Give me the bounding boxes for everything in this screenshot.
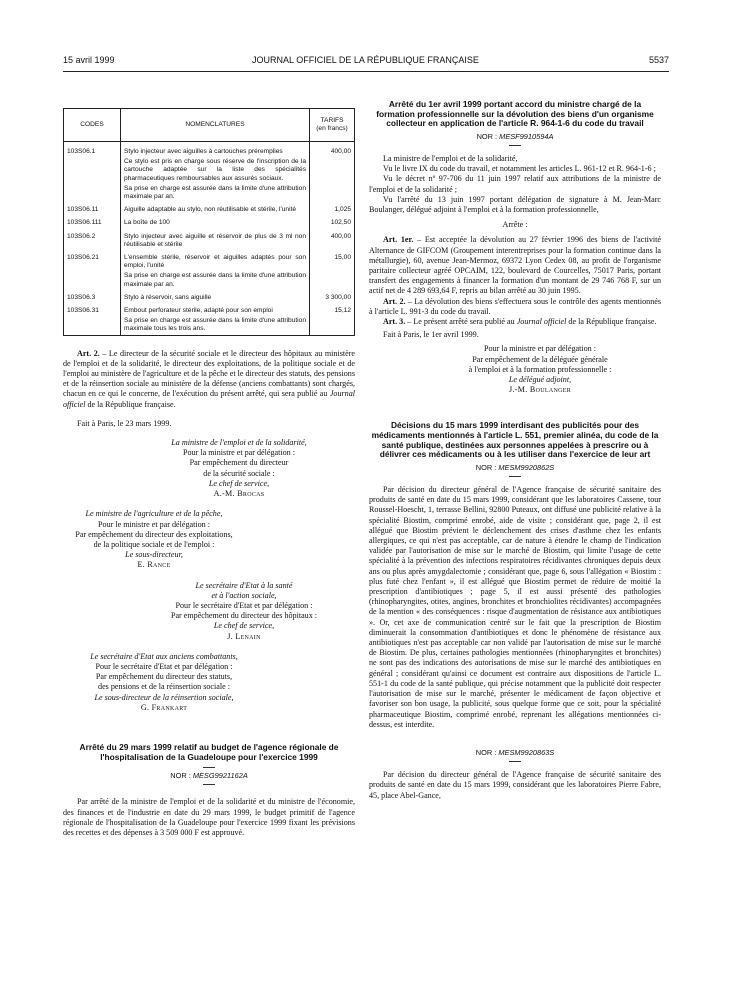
sig4-line: des pensions et de la réinsertion sociale : <box>98 682 230 692</box>
sig-right-line: Le délégué adjoint, <box>508 375 572 385</box>
cell-desc: Stylo injecteur avec aiguilles à cartouches préremplies <box>121 142 310 158</box>
sig3-line: Pour le secrétaire d'Etat et par délégation : <box>175 600 313 610</box>
table-row <box>64 271 355 289</box>
art2-right-text: – La dévolution des biens s'effectuera sous le contrôle des agents mentionnés à l'article L. 991-3 du code du travail. <box>369 296 661 316</box>
sig1-line: Pour la ministre et par délégation : <box>183 448 295 458</box>
cell-tarif: 15,12 <box>310 303 355 316</box>
visa-2: Vu le livre IX du code du travail, et notamment les articles L. 961-12 et R. 964-1-6 ; <box>383 164 656 174</box>
sig3-line: Par empêchement du directeur des hôpitaux : <box>170 611 318 621</box>
nor-rule <box>509 145 521 146</box>
art3-text: – Le présent arrêté sera publié au <box>405 317 517 327</box>
decision-fabre-text: Par décision du directeur général de l'Agence française de sécurité sanitaire des produits de santé en date du 15 mars 1999, considérant que les laboratoires Pierre Fabre, 45, place Abel-Gance, <box>369 770 661 800</box>
fait-right: Fait à Paris, le 1er avril 1999. <box>383 330 479 340</box>
art2-jo: Journal officiel <box>63 389 355 409</box>
decisions-title: Décisions du 15 mars 1999 interdisant des publicités pour des médicaments mentionnés à l'article L. 551, premier alinéa, du code de la santé publique, destinées aux personnes appelées à prescrire ou à délivrer ces médicaments ou à les utiliser dans l'exercice de leur art <box>371 420 659 460</box>
sig4-line: Le sous-directeur de la réinsertion sociale, <box>94 692 234 702</box>
decision-biostim-text: Par décision du directeur général de l'Agence française de sécurité sanitaire des produits de santé en date du 15 mars 1999, considérant que les laboratoires Cassene, tour Roussel-Hoescht, 1, terrasse Bellini, 92800 Puteaux, ont diffusé une publicité relative à la spécialité Biostim, comprimé enrobé, aide de visite ; considérant que, page 2, il est allégué que Biostim prévient le déclenchement des crises d'asthme chez les enfants allergiques, ce qui n'est pas acceptable, car de nature à étendre le champ de l'indication validée par l'autorisation de mise sur le marché de Biostim, qui limite l'usage de cette spécialité à la prévention des infections respiratoires récidivantes chroniques depuis deux ans ou plus après amygdalectomie ; considérant que, page 6, sous l'allégation « Biostim : plus futé chez l'enfant », il est allégué que Biostim permet de réduire de moitié la prescription d'antibiotiques ; page 5, il est aussi présenté des pathologies (rhinopharyngites, otites, angines, bronchites et bronchiolites récidivantes) accompagnées de la mention « des conséquences : risque d'augmentation de résistance aux antibiotiques ». Or, cet axe de communication centré sur le fait que la prescription de Biostim diminuerait la consommation d'antibiotiques et donc le phénomène de résistance aux antibiotiques n'est pas acceptable car non validé par l'autorisation de mise sur le marché de Biostim. De plus, certaines pathologies mentionnées (rhinopharyngites et bronchites) ne sont pas des indications des autorisations de mise sur le marché des antibiotiques en général ; considérant qu'ainsi ce document est contraire aux dispositions de l'article L. 551-1 du code de la santé publique, qui précise notamment que la publicité doit respecter l'autorisation de mise sur le marché, présenter le médicament de façon objective et favoriser son bon usage, la publicité, sous quelque forme que ce soit, pour la spécialité pharmaceutique Biostim, comprimé enrobé, reprenant les allégations mentionnées ci-dessus, est interdite. <box>369 485 661 729</box>
visa-3: Vu le décret nº 97-706 du 11 juin 1997 relatif aux attributions de la ministre de l'emploi et de la solidarité ; <box>369 174 661 194</box>
arrete-label: Arrête : <box>502 220 528 230</box>
nor-rule <box>509 476 521 477</box>
decisions-nor <box>369 463 661 473</box>
cell-desc: Sa prise en charge est assurée dans la limite d'une attribution maximale par an. <box>121 184 310 202</box>
header-date: 15 avril 1999 <box>63 55 115 65</box>
art2-end: de la République française. <box>85 399 176 409</box>
nor-label: NOR : <box>476 131 500 141</box>
table-row <box>64 303 355 316</box>
col-header-tarifs <box>310 109 355 142</box>
header-page-number: 5537 <box>648 55 669 65</box>
signature-block-1 <box>123 438 355 499</box>
cell-desc: Stylo à réservoir, sans aiguille <box>121 290 310 303</box>
signature-block-right <box>419 344 661 395</box>
arrete-formation-nor <box>369 132 661 142</box>
art3-label: Art. 3. <box>383 317 406 327</box>
sig1-line: Par empêchement du directeur <box>189 458 289 468</box>
table-row <box>64 184 355 202</box>
decision2-nor <box>369 748 661 758</box>
nor-label: NOR : <box>170 771 193 781</box>
sig3-line: Le chef de service, <box>213 621 275 631</box>
sig2-line: de la politique sociale et de l'emploi : <box>93 539 215 549</box>
cell-tarif: 3 300,00 <box>310 290 355 303</box>
cell-desc: Ce stylo est pris en charge sous réserve de l'inscription de la cartouche adaptée sur la liste des spécialités pharmaceutiques remboursables aux assurés sociaux. <box>121 157 310 184</box>
art2-right-paragraph <box>369 297 661 317</box>
sig-right-line: Pour la ministre et par délégation : <box>484 344 596 354</box>
table-row <box>64 215 355 228</box>
sig4-line: Pour le secrétaire d'Etat et par délégation : <box>95 661 233 671</box>
table-row <box>64 290 355 303</box>
art3-end: de la République française. <box>566 317 657 327</box>
sig3-name: J. Lenain <box>227 631 261 641</box>
cell-code: 103S06.2 <box>64 229 121 250</box>
cell-tarif: 400,00 <box>310 229 355 250</box>
cell-tarif <box>310 184 355 202</box>
sig1-line: de la sécurité sociale : <box>203 468 275 478</box>
cell-code <box>64 316 121 335</box>
cell-tarif: 400,00 <box>310 142 355 158</box>
sig2-line: Par empêchement du directeur des exploitations, <box>75 529 233 539</box>
cell-code <box>64 184 121 202</box>
nor-rule <box>509 761 521 762</box>
col-header-tarifs-unit: (en francs) <box>316 125 348 132</box>
cell-tarif <box>310 271 355 289</box>
header-rule <box>63 71 669 72</box>
sig2-name: E. Rance <box>137 560 171 570</box>
cell-desc: Embout perforateur stérile, adapté pour son emploi <box>121 303 310 316</box>
visa-1: La ministre de l'emploi et de la solidarité, <box>383 153 518 163</box>
sig2-line: Le ministre de l'agriculture et de la pêche, <box>85 509 223 519</box>
sig1-line: Le chef de service, <box>208 478 270 488</box>
cell-code: 103S06.31 <box>64 303 121 316</box>
header-journal-title: JOURNAL OFFICIEL DE LA RÉPUBLIQUE FRANÇAISE <box>252 55 479 65</box>
art1-label: Art. 1er. <box>383 235 414 245</box>
cell-code: 103S06.11 <box>64 202 121 215</box>
arrete-formation-title: Arrêté du 1er avril 1999 portant accord du ministre chargé de la formation professionnelle sur la dévolution des biens d'un organisme collecteur en application de l'article R. 964-1-6 du code du travail <box>376 99 654 129</box>
right-column <box>369 100 661 801</box>
nor-value: MESM9920863S <box>498 747 555 757</box>
cell-desc: Aiguille adaptable au stylo, non réutilisable et stérile, l'unité <box>121 202 310 215</box>
sig-right-name: J.-M. Boulanger <box>508 385 571 395</box>
cell-code <box>64 271 121 289</box>
sig3-line: et à l'action sociale, <box>211 590 277 600</box>
nor-label: NOR : <box>475 747 499 757</box>
tarifs-table <box>63 108 355 336</box>
cell-code: 103S06.1 <box>64 142 121 158</box>
cell-desc: Sa prise en charge est assurée dans la limite d'une attribution maximale par an. <box>121 271 310 289</box>
col-header-codes: CODES <box>64 109 121 142</box>
sig-right-line: à l'emploi et à la formation professionnelle : <box>468 364 612 374</box>
table-row <box>64 250 355 271</box>
table-row <box>64 142 355 158</box>
art2-paragraph <box>63 349 355 410</box>
visa-4: Vu l'arrêté du 13 juin 1997 portant délégation de signature à M. Jean-Marc Boulanger, délégué adjoint à l'emploi et à la formation professionnelle, <box>369 194 661 214</box>
col-header-nomenclatures: NOMENCLATURES <box>121 109 310 142</box>
table-row <box>64 316 355 335</box>
cell-desc: Stylo injecteur avec aiguille et réservoir de plus de 3 ml non réutilisable et stérile <box>121 229 310 250</box>
table-row <box>64 202 355 215</box>
art1-paragraph <box>369 235 661 296</box>
cell-code: 103S06.21 <box>64 250 121 271</box>
cell-desc: Sa prise en charge est assurée dans la limite d'une attribution maximale tous les trois ans. <box>121 316 310 335</box>
sig-right-line: Par empêchement de la déléguée générale <box>472 354 608 364</box>
cell-tarif <box>310 157 355 184</box>
cell-desc: La boîte de 100 <box>121 215 310 228</box>
signature-block-3 <box>133 581 355 642</box>
art2-label: Art. 2. <box>77 348 100 358</box>
sig1-line: La ministre de l'emploi et de la solidarité, <box>171 438 307 448</box>
cell-code: 103S06.3 <box>64 290 121 303</box>
title-rule <box>203 767 215 768</box>
left-column <box>63 100 355 838</box>
signature-block-2 <box>63 509 245 570</box>
art2-text: – Le directeur de la sécurité sociale et le directeur des hôpitaux au ministère de l'emploi et de la solidarité, le directeur des exploitations, de la politique sociale et de l'emploi au ministère de l'agriculture et de la pêche et le directeur des statuts, des pensions et de la réinsertion sociale au ministère de la défense (anciens combattants) sont chargés, chacun en ce qui le concerne, de l'exécution du présent arrêté, qui sera publié au <box>63 348 355 399</box>
nor-value: MESM9920862S <box>498 462 555 472</box>
arrete-guadeloupe-text: Par arrêté de la ministre de l'emploi et de la solidarité et du ministre de l'économie, des finances et de l'industrie en date du 29 mars 1999, le budget primitif de l'agence régionale de l'hospitalisation de la Guadeloupe pour l'exercice 1999 fixant les prévisions des recettes et des dépenses à 3 509 000 F est approuvé. <box>63 797 355 837</box>
tarifs-table-body <box>64 142 355 336</box>
art3-paragraph <box>369 317 661 327</box>
nor-value: MESG9921162A <box>192 771 248 781</box>
cell-code: 103S06.111 <box>64 215 121 228</box>
nor-value: MESF9910594A <box>499 131 554 141</box>
cell-tarif: 1,025 <box>310 202 355 215</box>
table-row <box>64 157 355 184</box>
sig2-line: Pour le ministre et par délégation : <box>98 519 210 529</box>
sig4-line: Par empêchement du directeur des statuts, <box>95 672 233 682</box>
sig2-line: Le sous-directeur, <box>125 550 183 560</box>
sig3-line: Le secrétaire d'Etat à la santé <box>195 580 293 590</box>
cell-tarif: 15,00 <box>310 250 355 271</box>
art1-text: – Est acceptée la dévolution au 27 février 1996 des biens de l'activité Alternance de GIFCOM (Groupement interentreprises pour la formation continue dans la métallurgie), 60, avenue Jean-Mermoz, 69372 Lyon Cedex 08, au profit de l'organisme paritaire collecteur agréé OPCAIM, 122, boulevard de Courcelles, 75017 Paris, portant transfert des engagements à financer la formation d'un montant de 29 746 768 F, sur un actif net de 4 289 693,64 F, repris au bilan arrêté au 30 juin 1995. <box>369 235 661 296</box>
cell-code <box>64 157 121 184</box>
cell-desc: L'ensemble stérile, réservoir et aiguilles adaptés pour son emploi, l'unité <box>121 250 310 271</box>
table-row <box>64 229 355 250</box>
sig4-name: G. Frankart <box>140 702 188 712</box>
signature-block-4 <box>63 652 265 713</box>
arrete-guadeloupe-nor <box>63 771 355 781</box>
arrete-guadeloupe-title: Arrêté du 29 mars 1999 relatif au budget de l'agence régionale de l'hospitalisation de la Guadeloupe pour l'exercice 1999 <box>79 741 339 762</box>
cell-tarif <box>310 316 355 335</box>
sig4-line: Le secrétaire d'Etat aux anciens combattants, <box>90 651 238 661</box>
art3-jo: Journal officiel <box>516 317 567 327</box>
nor-label: NOR : <box>475 462 499 472</box>
col-header-tarifs-label: TARIFS <box>320 116 344 124</box>
sig1-name: A.-M. Brocas <box>213 489 265 499</box>
art2-right-label: Art. 2. <box>383 296 406 306</box>
nor-rule <box>203 784 215 785</box>
cell-tarif: 102,50 <box>310 215 355 228</box>
fait-left: Fait à Paris, le 23 mars 1999. <box>77 418 172 428</box>
